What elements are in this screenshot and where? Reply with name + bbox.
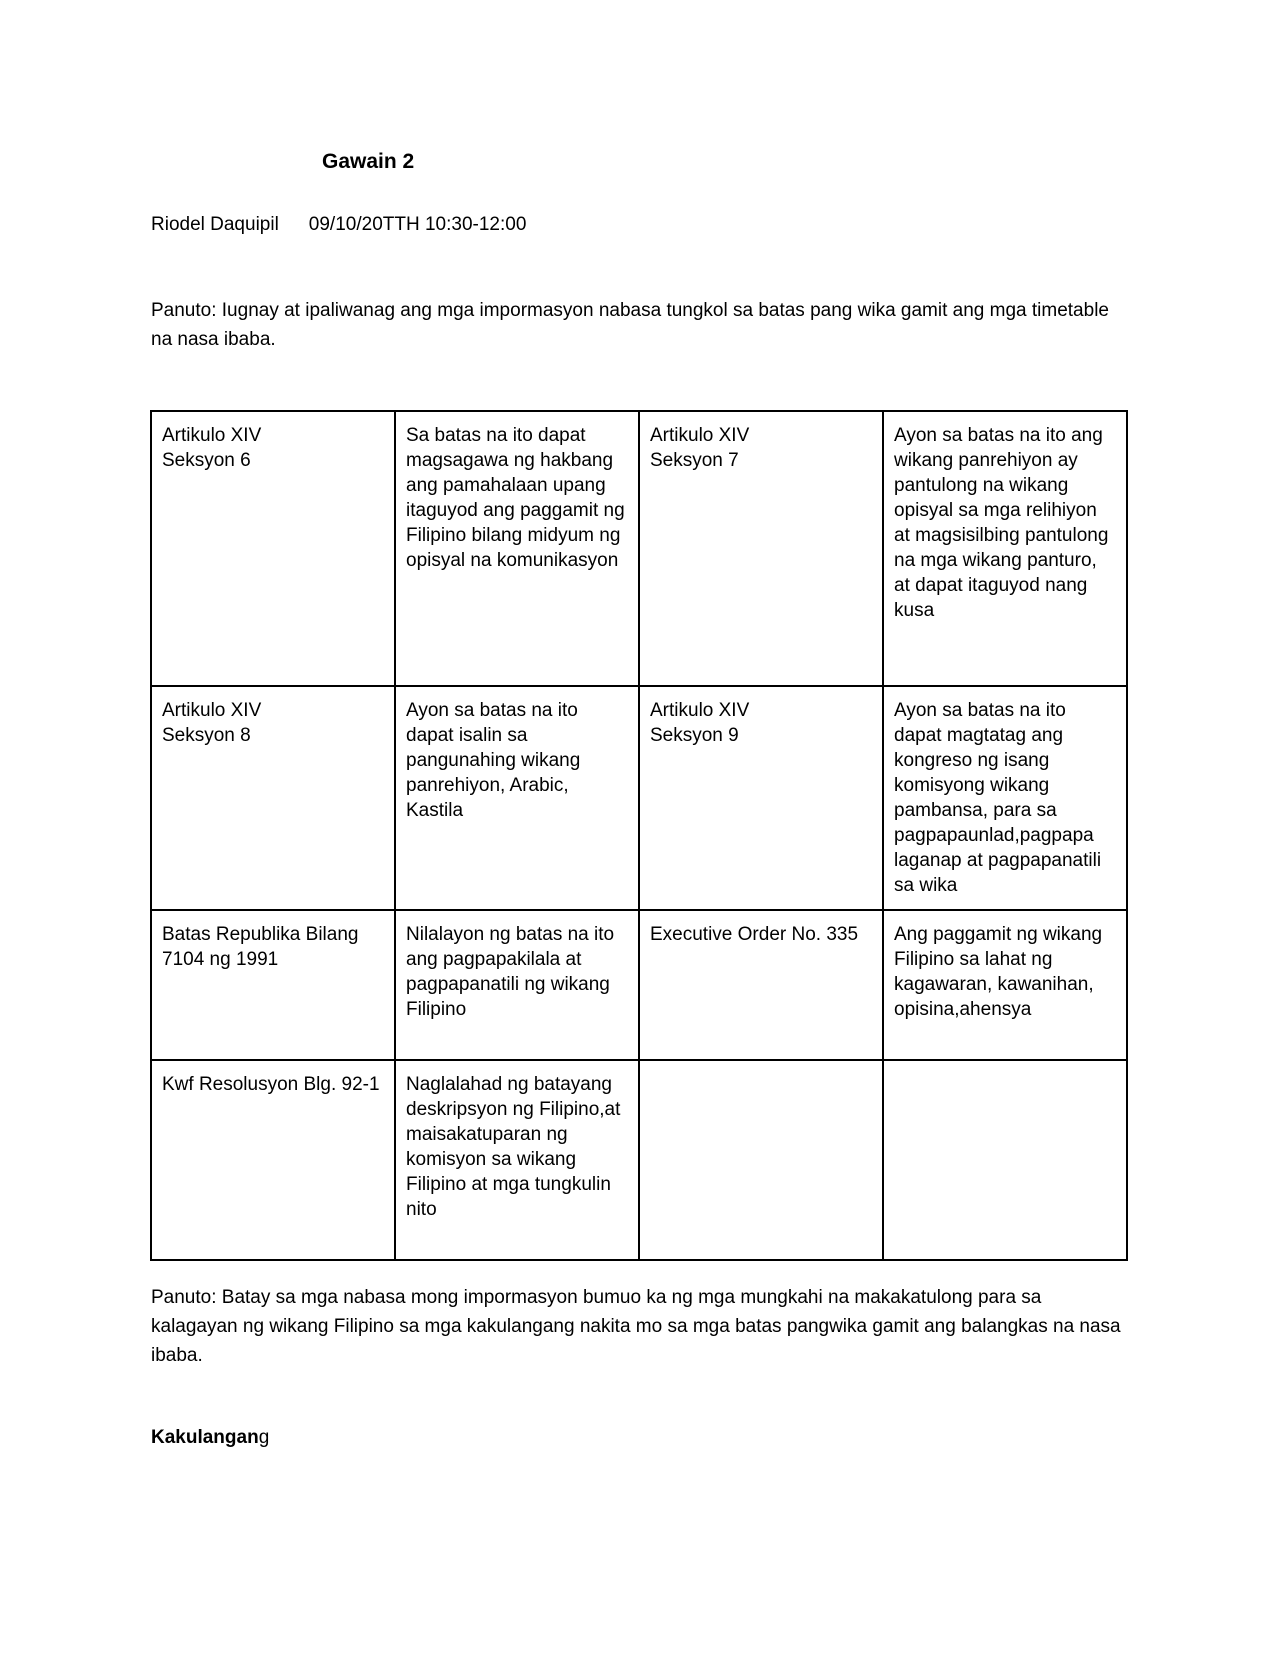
table-cell-description: Ayon sa batas na ito dapat isalin sa pangunahing wikang panrehiyon, Arabic, Kastila [395, 686, 639, 910]
table-cell-empty [883, 1060, 1127, 1260]
table-row [151, 411, 1127, 686]
page-title: Gawain 2 [322, 150, 415, 173]
table-cell-description: Ayon sa batas na ito dapat magtatag ang kongreso ng isang komisyong wikang pambansa, para sa pagpapaunlad,pagpapa laganap at pagpapanatili sa wika [883, 686, 1127, 910]
table-cell-description: Sa batas na ito dapat magsagawa ng hakbang ang pamahalaan upang itaguyod ang paggamit ng Filipino bilang midyum ng opisyal na komunikasyon [395, 411, 639, 686]
table-cell-law: Executive Order No. 335 [639, 910, 883, 1060]
student-name: Riodel Daquipil [151, 214, 279, 235]
table-row [151, 910, 1127, 1060]
table-row [151, 1060, 1127, 1260]
table-cell-description: Ang paggamit ng wikang Filipino sa lahat ng kagawaran, kawanihan, opisina,ahensya [883, 910, 1127, 1060]
section-heading-bold: Kakulangan [151, 1427, 259, 1448]
instruction-second: Panuto: Batay sa mga nabasa mong impormasyon bumuo ka ng mga mungkahi na makakatulong para sa kalagayan ng wikang Filipino sa mga kakulangang nakita mo sa mga batas pangwika gamit ang balangkas na nasa ibaba. [151, 1287, 1121, 1366]
section-heading-kakulangan [151, 1427, 269, 1449]
table-cell-empty [639, 1060, 883, 1260]
instruction-first: Panuto: Iugnay at ipaliwanag ang mga impormasyon nabasa tungkol sa batas pang wika gamit ang mga timetable na nasa ibaba. [151, 300, 1109, 350]
table-cell-law: Artikulo XIV Seksyon 8 [151, 686, 395, 910]
table-cell-description: Nilalayon ng batas na ito ang pagpapakilala at pagpapanatili ng wikang Filipino [395, 910, 639, 1060]
table-cell-law: Kwf Resolusyon Blg. 92-1 [151, 1060, 395, 1260]
table-row [151, 686, 1127, 910]
language-laws-table [150, 410, 1128, 1261]
class-schedule: 09/10/20TTH 10:30-12:00 [308, 214, 527, 235]
table-cell-law: Artikulo XIV Seksyon 7 [639, 411, 883, 686]
table-cell-law: Batas Republika Bilang 7104 ng 1991 [151, 910, 395, 1060]
section-heading-tail: g [258, 1427, 270, 1448]
student-info [151, 214, 526, 236]
table-cell-law: Artikulo XIV Seksyon 6 [151, 411, 395, 686]
table-cell-description: Naglalahad ng batayang deskripsyon ng Filipino,at maisakatuparan ng komisyon sa wikang Filipino at mga tungkulin nito [395, 1060, 639, 1260]
table-cell-description: Ayon sa batas na ito ang wikang panrehiyon ay pantulong na wikang opisyal sa mga relihiyon at magsisilbing pantulong na mga wikang panturo, at dapat itaguyod nang kusa [883, 411, 1127, 686]
table-cell-law: Artikulo XIV Seksyon 9 [639, 686, 883, 910]
